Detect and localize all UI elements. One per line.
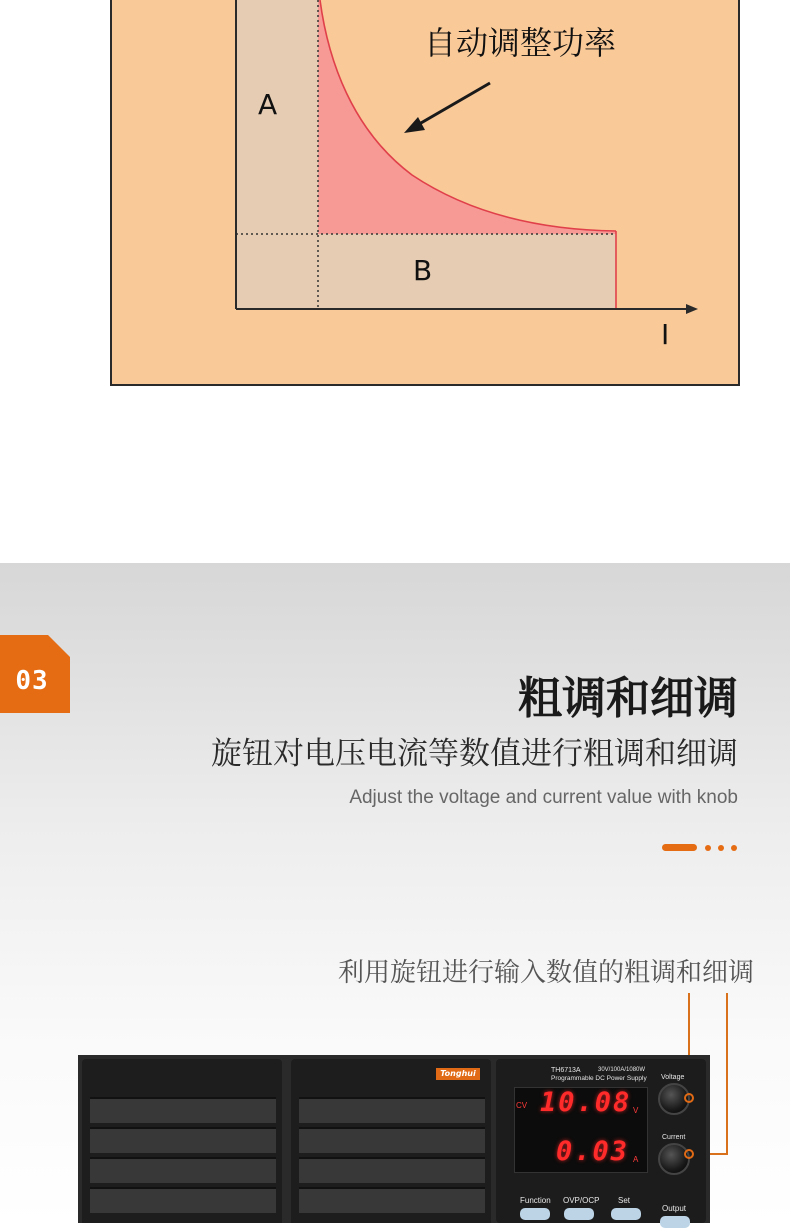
vent-panel-left bbox=[82, 1059, 282, 1223]
function-button-label: Function bbox=[520, 1196, 551, 1205]
x-axis-arrow-icon bbox=[686, 304, 698, 314]
annotation-arrow-line bbox=[414, 83, 490, 127]
section-subtitle: 旋钮对电压电流等数值进行粗调和细调 bbox=[211, 736, 738, 772]
vent-panel-right bbox=[291, 1059, 491, 1223]
current-readout: 0.03 bbox=[556, 1136, 630, 1167]
voltage-readout: 10.08 bbox=[540, 1087, 632, 1118]
output-button[interactable] bbox=[660, 1216, 690, 1228]
current-knob[interactable] bbox=[658, 1143, 690, 1175]
model-label: TH6713A bbox=[551, 1067, 581, 1074]
knob-caption: 利用旋钮进行输入数值的粗调和细调 bbox=[337, 958, 754, 988]
mode-indicator: CV bbox=[516, 1101, 528, 1110]
decor-bar bbox=[662, 844, 697, 851]
brand-logo: Tonghui bbox=[436, 1068, 480, 1080]
product-type-label: Programmable DC Power Supply bbox=[551, 1075, 647, 1082]
decor-dot bbox=[705, 845, 711, 851]
decor-dot bbox=[731, 845, 737, 851]
set-button-label: Set bbox=[618, 1196, 631, 1205]
section-title: 粗调和细调 bbox=[518, 673, 738, 724]
leader-line-current bbox=[726, 993, 728, 1155]
section-number: 03 bbox=[15, 666, 49, 696]
knob-current-label: Current bbox=[662, 1134, 686, 1141]
annotation-text: 自动调整功率 bbox=[424, 24, 617, 62]
output-button-label: Output bbox=[662, 1204, 687, 1213]
current-knob-marker bbox=[684, 1149, 694, 1159]
region-b-label: B bbox=[413, 254, 433, 287]
decor-dot bbox=[718, 845, 724, 851]
current-unit: A bbox=[633, 1155, 639, 1164]
power-curve-diagram bbox=[110, 0, 740, 386]
voltage-unit: V bbox=[633, 1106, 639, 1115]
set-button[interactable] bbox=[611, 1208, 641, 1220]
section-subtitle-en: Adjust the voltage and current value with knob bbox=[349, 787, 738, 808]
ovp-ocp-button[interactable] bbox=[564, 1208, 594, 1220]
annotation-arrow-icon bbox=[404, 117, 425, 133]
function-button[interactable] bbox=[520, 1208, 550, 1220]
axis-x-label: I bbox=[661, 318, 670, 351]
knob-voltage-label: Voltage bbox=[661, 1074, 685, 1081]
region-a-label: A bbox=[258, 88, 278, 121]
rating-label: 30V/100A/1080W bbox=[598, 1067, 646, 1073]
voltage-knob-marker bbox=[684, 1093, 694, 1103]
ovp-ocp-button-label: OVP/OCP bbox=[563, 1196, 600, 1205]
